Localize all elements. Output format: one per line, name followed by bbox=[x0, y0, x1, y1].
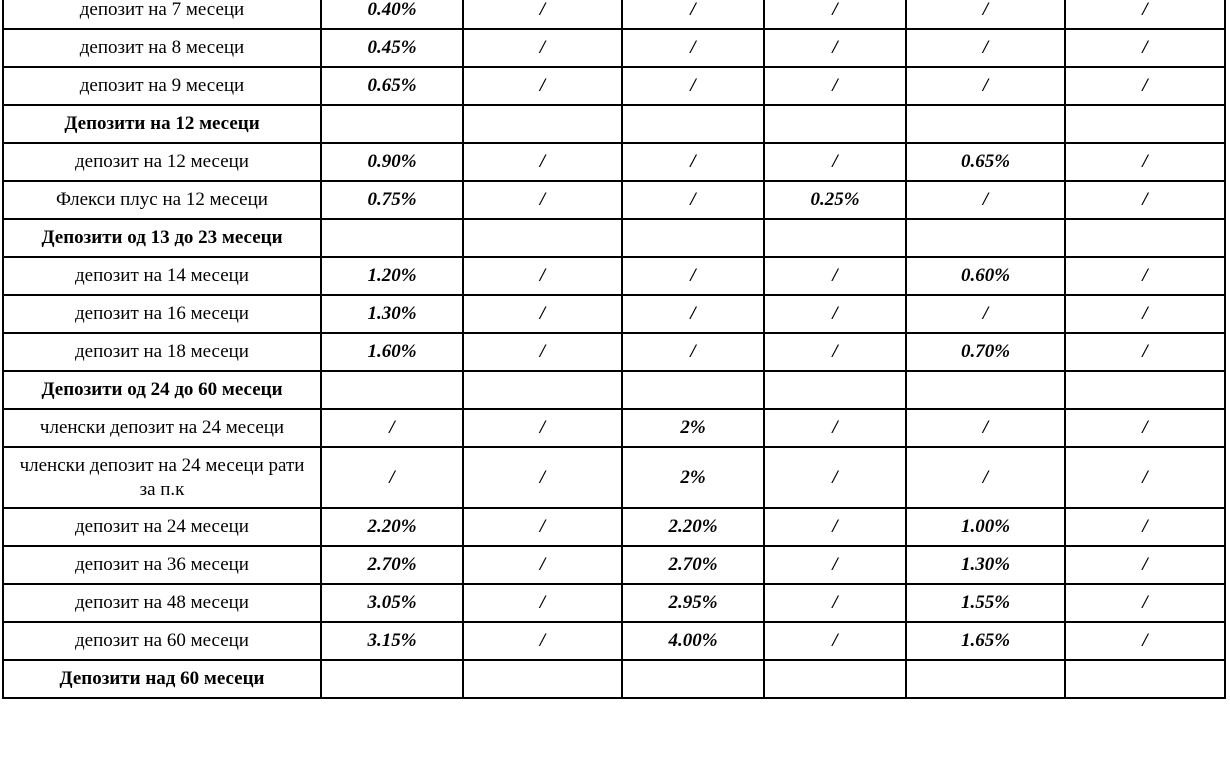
rate-cell: 0.90% bbox=[321, 143, 463, 181]
section-label: Депозити од 24 до 60 месеци bbox=[3, 371, 321, 409]
rate-cell: 3.05% bbox=[321, 584, 463, 622]
rate-cell: / bbox=[463, 0, 622, 29]
rate-cell: / bbox=[906, 409, 1065, 447]
rate-cell bbox=[622, 219, 764, 257]
rate-cell: / bbox=[1065, 0, 1225, 29]
rate-cell: / bbox=[463, 546, 622, 584]
rate-cell bbox=[764, 219, 906, 257]
rate-cell: / bbox=[463, 622, 622, 660]
table-body bbox=[3, 0, 1225, 698]
rate-cell: 0.65% bbox=[906, 143, 1065, 181]
rate-cell: / bbox=[463, 257, 622, 295]
section-header-row bbox=[3, 660, 1225, 698]
table-row bbox=[3, 333, 1225, 371]
rate-cell: / bbox=[1065, 67, 1225, 105]
rate-cell bbox=[906, 660, 1065, 698]
rate-cell: / bbox=[764, 622, 906, 660]
rate-cell: 2% bbox=[622, 447, 764, 508]
rate-cell: 0.70% bbox=[906, 333, 1065, 371]
rate-cell: / bbox=[463, 508, 622, 546]
deposit-name-cell: депозит на 14 месеци bbox=[3, 257, 321, 295]
rate-cell: / bbox=[1065, 508, 1225, 546]
rate-cell: 0.75% bbox=[321, 181, 463, 219]
rate-cell: / bbox=[764, 257, 906, 295]
deposit-name-cell: депозит на 18 месеци bbox=[3, 333, 321, 371]
rate-cell bbox=[1065, 660, 1225, 698]
rate-cell: / bbox=[1065, 295, 1225, 333]
rate-cell: / bbox=[764, 29, 906, 67]
rate-cell bbox=[906, 371, 1065, 409]
rate-cell: 0.65% bbox=[321, 67, 463, 105]
rate-cell: / bbox=[463, 295, 622, 333]
rate-cell: / bbox=[764, 143, 906, 181]
table-row bbox=[3, 295, 1225, 333]
rate-cell: 4.00% bbox=[622, 622, 764, 660]
rate-cell bbox=[906, 219, 1065, 257]
rate-cell: / bbox=[463, 143, 622, 181]
rate-cell: / bbox=[321, 409, 463, 447]
rate-cell: / bbox=[1065, 143, 1225, 181]
table-row bbox=[3, 622, 1225, 660]
rate-cell: / bbox=[906, 447, 1065, 508]
rate-cell: / bbox=[1065, 447, 1225, 508]
table-row bbox=[3, 181, 1225, 219]
rate-cell: 0.40% bbox=[321, 0, 463, 29]
rate-cell: 0.45% bbox=[321, 29, 463, 67]
rate-cell bbox=[622, 660, 764, 698]
rate-cell: / bbox=[1065, 546, 1225, 584]
rate-cell: 1.00% bbox=[906, 508, 1065, 546]
section-label: Депозити од 13 до 23 месеци bbox=[3, 219, 321, 257]
table-row bbox=[3, 257, 1225, 295]
rate-cell: / bbox=[1065, 29, 1225, 67]
rate-cell: / bbox=[764, 0, 906, 29]
rate-cell: 2% bbox=[622, 409, 764, 447]
table-row bbox=[3, 409, 1225, 447]
deposit-name-cell: депозит на 9 месеци bbox=[3, 67, 321, 105]
table-row bbox=[3, 29, 1225, 67]
rate-cell: 2.95% bbox=[622, 584, 764, 622]
rate-cell bbox=[764, 371, 906, 409]
section-label: Депозити над 60 месеци bbox=[3, 660, 321, 698]
table-row bbox=[3, 546, 1225, 584]
rate-cell: / bbox=[764, 295, 906, 333]
table-row bbox=[3, 0, 1225, 29]
rate-cell: / bbox=[622, 181, 764, 219]
rate-cell: / bbox=[622, 295, 764, 333]
deposit-name-cell: членски депозит на 24 месеци рати за п.к bbox=[3, 447, 321, 508]
rate-cell bbox=[463, 371, 622, 409]
rate-cell: / bbox=[463, 181, 622, 219]
rate-cell: 2.20% bbox=[622, 508, 764, 546]
rate-cell: / bbox=[463, 409, 622, 447]
rate-cell: 1.30% bbox=[321, 295, 463, 333]
deposit-name-cell: членски депозит на 24 месеци bbox=[3, 409, 321, 447]
deposit-name-cell: депозит на 8 месеци bbox=[3, 29, 321, 67]
rate-cell: / bbox=[622, 0, 764, 29]
rate-cell bbox=[622, 371, 764, 409]
rate-cell: / bbox=[764, 409, 906, 447]
deposit-name-cell: депозит на 12 месеци bbox=[3, 143, 321, 181]
rate-cell: / bbox=[764, 67, 906, 105]
rate-cell: 1.65% bbox=[906, 622, 1065, 660]
rate-cell: 1.55% bbox=[906, 584, 1065, 622]
rate-cell: / bbox=[764, 584, 906, 622]
table-row bbox=[3, 447, 1225, 508]
rate-cell: / bbox=[622, 257, 764, 295]
rate-cell bbox=[1065, 219, 1225, 257]
table-row bbox=[3, 508, 1225, 546]
rate-cell: 2.70% bbox=[321, 546, 463, 584]
deposit-name-cell: депозит на 48 месеци bbox=[3, 584, 321, 622]
rate-cell: / bbox=[1065, 181, 1225, 219]
rate-cell: / bbox=[463, 67, 622, 105]
rate-cell: / bbox=[1065, 584, 1225, 622]
deposit-name-cell: депозит на 7 месеци bbox=[3, 0, 321, 29]
rate-cell: 1.60% bbox=[321, 333, 463, 371]
rate-cell: / bbox=[764, 447, 906, 508]
rate-cell bbox=[463, 660, 622, 698]
rate-cell: / bbox=[1065, 333, 1225, 371]
rate-cell bbox=[1065, 105, 1225, 143]
rate-cell: 2.20% bbox=[321, 508, 463, 546]
rate-cell: / bbox=[463, 29, 622, 67]
rate-cell bbox=[321, 660, 463, 698]
deposit-name-cell: депозит на 60 месеци bbox=[3, 622, 321, 660]
rate-cell: / bbox=[906, 295, 1065, 333]
rate-cell: / bbox=[906, 29, 1065, 67]
rate-cell bbox=[321, 105, 463, 143]
rate-cell bbox=[321, 371, 463, 409]
deposit-name-cell: депозит на 36 месеци bbox=[3, 546, 321, 584]
rate-cell: 0.25% bbox=[764, 181, 906, 219]
deposit-name-cell: депозит на 16 месеци bbox=[3, 295, 321, 333]
rate-cell bbox=[321, 219, 463, 257]
table-row bbox=[3, 584, 1225, 622]
deposit-name-cell: депозит на 24 месеци bbox=[3, 508, 321, 546]
section-header-row bbox=[3, 219, 1225, 257]
rate-cell: / bbox=[463, 447, 622, 508]
rate-cell: / bbox=[764, 508, 906, 546]
rate-cell: 0.60% bbox=[906, 257, 1065, 295]
rate-cell: / bbox=[463, 333, 622, 371]
rate-cell: / bbox=[1065, 622, 1225, 660]
section-label: Депозити на 12 месеци bbox=[3, 105, 321, 143]
rate-cell bbox=[764, 105, 906, 143]
rate-cell: 3.15% bbox=[321, 622, 463, 660]
rate-cell: / bbox=[321, 447, 463, 508]
rate-cell: / bbox=[622, 29, 764, 67]
section-header-row bbox=[3, 371, 1225, 409]
rate-cell: / bbox=[463, 584, 622, 622]
rate-cell: / bbox=[622, 143, 764, 181]
rate-cell bbox=[1065, 371, 1225, 409]
rate-cell: / bbox=[906, 67, 1065, 105]
rate-cell: / bbox=[764, 333, 906, 371]
rate-cell: 1.30% bbox=[906, 546, 1065, 584]
rate-cell: / bbox=[906, 181, 1065, 219]
deposit-rates-table bbox=[2, 0, 1226, 699]
rate-cell bbox=[764, 660, 906, 698]
rate-cell: / bbox=[1065, 409, 1225, 447]
table-row bbox=[3, 143, 1225, 181]
rate-cell: / bbox=[622, 67, 764, 105]
rate-cell: / bbox=[764, 546, 906, 584]
table-row bbox=[3, 67, 1225, 105]
rate-cell bbox=[463, 219, 622, 257]
rate-cell: / bbox=[906, 0, 1065, 29]
section-header-row bbox=[3, 105, 1225, 143]
rate-cell: / bbox=[622, 333, 764, 371]
rate-cell bbox=[622, 105, 764, 143]
rate-cell: / bbox=[1065, 257, 1225, 295]
rate-cell: 1.20% bbox=[321, 257, 463, 295]
rate-cell: 2.70% bbox=[622, 546, 764, 584]
rate-cell bbox=[906, 105, 1065, 143]
deposit-name-cell: Флекси плус на 12 месеци bbox=[3, 181, 321, 219]
rate-cell bbox=[463, 105, 622, 143]
